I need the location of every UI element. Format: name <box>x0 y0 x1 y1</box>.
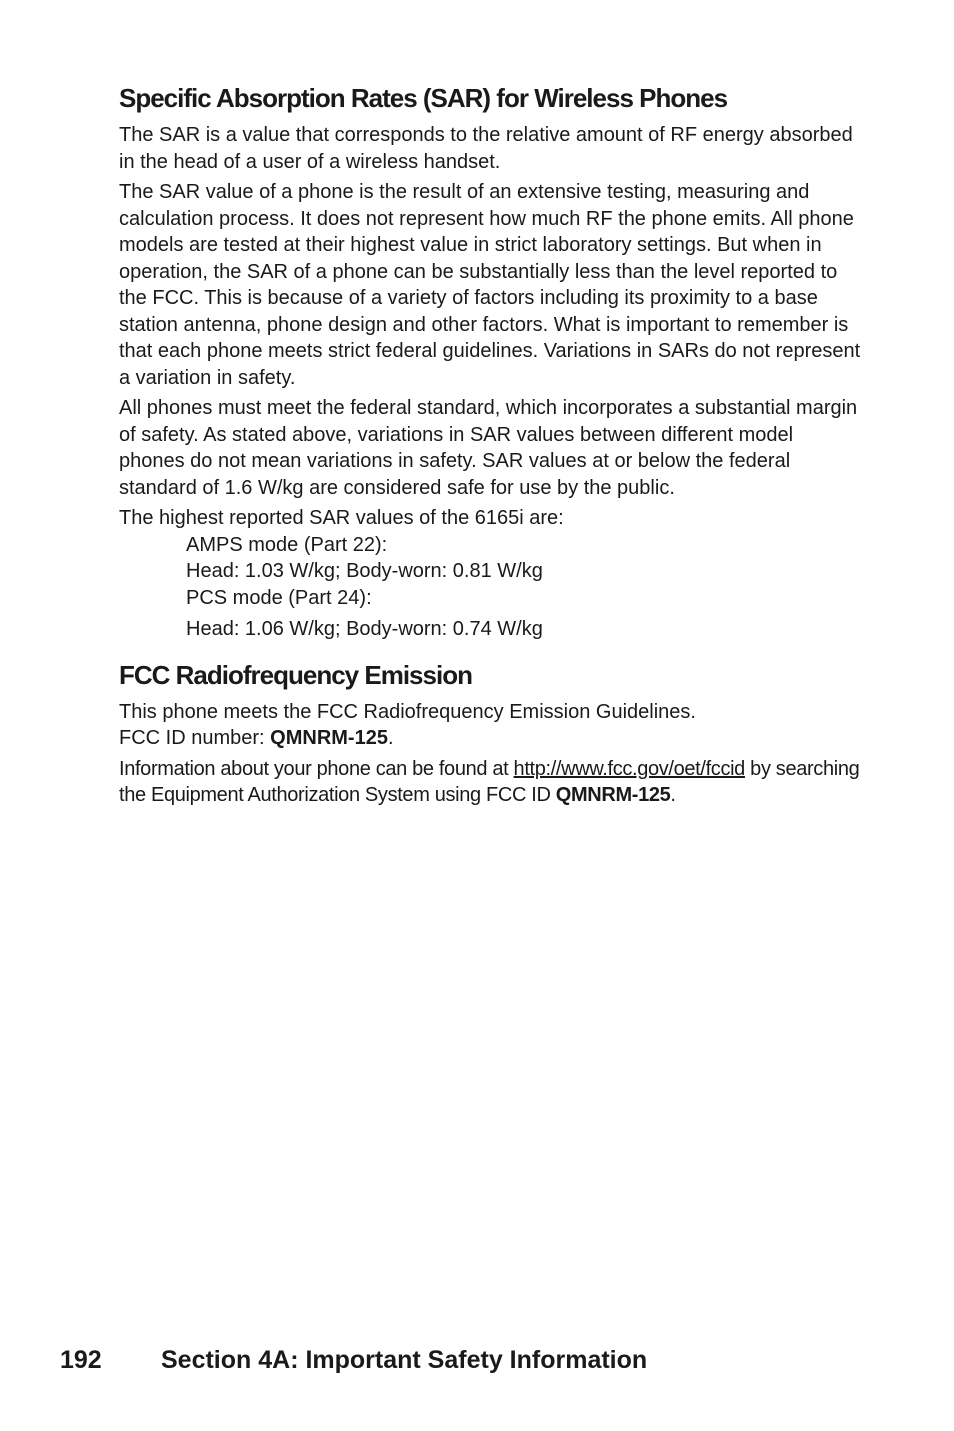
page-footer <box>60 1343 647 1377</box>
sar-paragraph-1: The SAR is a value that corresponds to the relative amount of RF energy absorbed in the head of a user of a wireless handset. <box>119 124 853 173</box>
fcc-info-suffix: by searching the Equipment Authorization System using FCC ID <box>119 757 860 806</box>
sar-paragraph-4: The highest reported SAR values of the 6165i are: <box>119 507 564 529</box>
sar-paragraph-3: All phones must meet the federal standard, which incorporates a substantial margin of safety. As stated above, variations in SAR values between different model phones do not mean variations in safety. SAR values at or below the federal standard of 1.6 W/kg are considered safe for use by the public. <box>119 397 858 499</box>
pcs-mode-label: PCS mode (Part 24): <box>186 586 372 609</box>
sar-paragraph-2: The SAR value of a phone is the result of an extensive testing, measuring and calculation process. It does not represent how much RF the phone emits. All phone models are tested at their highest value in strict laboratory settings. But when in operation, the SAR of a phone can be substantially less than the level reported to the FCC. This is because of a variety of factors including its proximity to a base station antenna, phone design and other factors. What is important to remember is that each phone meets strict federal guidelines. Variations in SARs do not represent a variation in safety. <box>119 181 861 389</box>
amps-mode-label: AMPS mode (Part 22): <box>186 533 388 556</box>
fcc-id-label: FCC ID number: <box>119 727 271 749</box>
fcc-id-line <box>119 725 864 752</box>
page-number: 192 <box>60 1346 102 1374</box>
section-title: Section 4A: Important Safety Information <box>161 1346 648 1374</box>
sar-heading: Specific Absorption Rates (SAR) for Wireless Phones <box>119 83 728 113</box>
fcc-info-prefix: Information about your phone can be found at <box>119 757 514 780</box>
amps-sar-values: Head: 1.03 W/kg; Body-worn: 0.81 W/kg <box>186 560 543 582</box>
fcc-info-paragraph <box>119 756 864 809</box>
fcc-heading: FCC Radiofrequency Emission <box>119 659 472 690</box>
fcc-info-id: QMNRM-125 <box>555 784 671 806</box>
fcc-id-link[interactable]: http://www.fcc.gov/oet/fccid <box>513 757 745 780</box>
page-content <box>119 80 864 813</box>
fcc-id-value: QMNRM-125 <box>270 727 388 749</box>
fcc-info-end: . <box>670 784 676 806</box>
fcc-id-end: . <box>387 727 394 749</box>
pcs-sar-values: Head: 1.06 W/kg; Body-worn: 0.74 W/kg <box>186 618 543 640</box>
fcc-paragraph-1: This phone meets the FCC Radiofrequency Emission Guidelines. <box>119 700 696 723</box>
